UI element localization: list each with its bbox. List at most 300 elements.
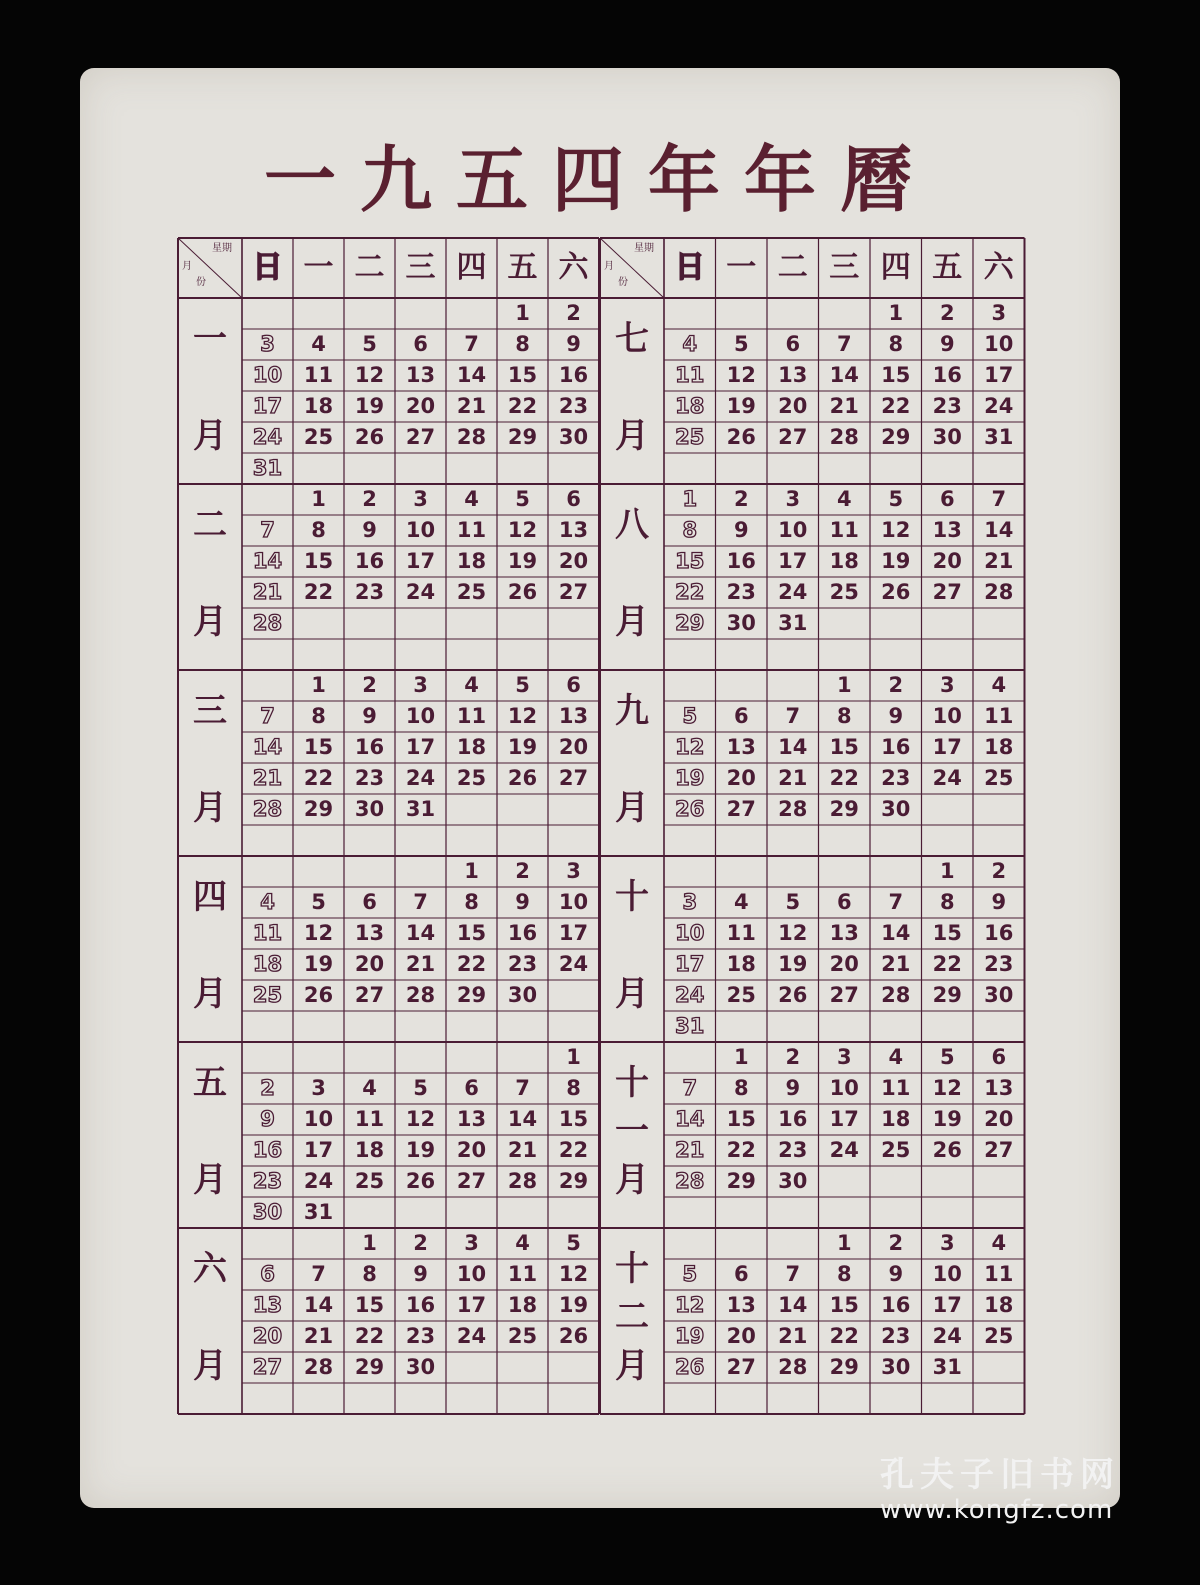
day-cell: 5 bbox=[733, 332, 749, 356]
day-cell: 19 bbox=[675, 766, 705, 790]
day-cell: 18 bbox=[881, 1107, 911, 1131]
day-cell: 2 bbox=[515, 859, 530, 883]
day-cell: 18 bbox=[984, 735, 1014, 759]
day-cell: 23 bbox=[881, 766, 911, 790]
month-label: 月 bbox=[193, 601, 227, 642]
day-cell: 24 bbox=[984, 394, 1014, 418]
day-cell: 26 bbox=[675, 797, 705, 821]
day-cell: 20 bbox=[558, 549, 589, 573]
day-cell: 29 bbox=[932, 983, 962, 1007]
day-cell: 31 bbox=[405, 797, 436, 821]
day-cell: 17 bbox=[984, 363, 1014, 387]
month-label: 月 bbox=[193, 1345, 227, 1386]
month-label: 十 bbox=[615, 876, 649, 917]
day-cell: 17 bbox=[932, 1293, 962, 1317]
day-cell: 22 bbox=[829, 1324, 859, 1348]
day-cell: 19 bbox=[354, 394, 385, 418]
day-cell: 23 bbox=[252, 1169, 283, 1193]
day-cell: 21 bbox=[252, 580, 283, 604]
day-cell: 8 bbox=[939, 890, 955, 914]
day-cell: 6 bbox=[785, 332, 801, 356]
month-label: 二 bbox=[615, 1297, 649, 1338]
day-cell: 12 bbox=[507, 518, 538, 542]
month-label: 一 bbox=[193, 318, 227, 359]
day-cell: 28 bbox=[303, 1355, 334, 1379]
weekday-header: 日 bbox=[674, 250, 705, 285]
day-cell: 26 bbox=[726, 425, 756, 449]
day-cell: 9 bbox=[939, 332, 955, 356]
day-cell: 9 bbox=[733, 518, 749, 542]
day-cell: 21 bbox=[778, 1324, 808, 1348]
day-cell: 15 bbox=[456, 921, 487, 945]
day-cell: 18 bbox=[303, 394, 334, 418]
day-cell: 25 bbox=[252, 983, 283, 1007]
day-cell: 13 bbox=[558, 704, 589, 728]
day-cell: 15 bbox=[829, 1293, 859, 1317]
day-cell: 26 bbox=[558, 1324, 589, 1348]
day-cell: 5 bbox=[515, 487, 530, 511]
day-cell: 11 bbox=[456, 518, 487, 542]
month-label: 八 bbox=[615, 504, 649, 545]
day-cell: 13 bbox=[726, 735, 756, 759]
day-cell: 17 bbox=[932, 735, 962, 759]
day-cell: 4 bbox=[682, 332, 698, 356]
day-cell: 4 bbox=[260, 890, 275, 914]
day-cell: 20 bbox=[778, 394, 808, 418]
day-cell: 28 bbox=[405, 983, 436, 1007]
day-cell: 27 bbox=[354, 983, 385, 1007]
day-cell: 19 bbox=[507, 735, 538, 759]
month-label: 九 bbox=[615, 690, 649, 731]
day-cell: 23 bbox=[726, 580, 756, 604]
day-cell: 16 bbox=[881, 1293, 911, 1317]
day-cell: 12 bbox=[778, 921, 808, 945]
day-cell: 23 bbox=[405, 1324, 436, 1348]
day-cell: 30 bbox=[507, 983, 538, 1007]
day-cell: 14 bbox=[456, 363, 487, 387]
day-cell: 29 bbox=[456, 983, 487, 1007]
day-cell: 17 bbox=[675, 952, 705, 976]
day-cell: 22 bbox=[829, 766, 859, 790]
day-cell: 10 bbox=[405, 518, 436, 542]
day-cell: 3 bbox=[464, 1231, 479, 1255]
day-cell: 25 bbox=[354, 1169, 385, 1193]
day-cell: 3 bbox=[413, 673, 428, 697]
day-cell: 10 bbox=[829, 1076, 859, 1100]
day-cell: 19 bbox=[507, 549, 538, 573]
day-cell: 11 bbox=[354, 1107, 385, 1131]
corner-month-label: 月 bbox=[182, 261, 192, 272]
day-cell: 8 bbox=[362, 1262, 377, 1286]
day-cell: 25 bbox=[881, 1138, 911, 1162]
day-cell: 3 bbox=[311, 1076, 326, 1100]
day-cell: 14 bbox=[881, 921, 911, 945]
day-cell: 23 bbox=[881, 1324, 911, 1348]
day-cell: 16 bbox=[252, 1138, 283, 1162]
day-cell: 14 bbox=[778, 1293, 808, 1317]
day-cell: 22 bbox=[354, 1324, 385, 1348]
day-cell: 22 bbox=[726, 1138, 756, 1162]
day-cell: 28 bbox=[984, 580, 1014, 604]
day-cell: 17 bbox=[405, 735, 436, 759]
day-cell: 6 bbox=[362, 890, 377, 914]
day-cell: 10 bbox=[405, 704, 436, 728]
day-cell: 1 bbox=[888, 301, 904, 325]
day-cell: 5 bbox=[515, 673, 530, 697]
day-cell: 31 bbox=[675, 1014, 705, 1038]
day-cell: 25 bbox=[726, 983, 756, 1007]
day-cell: 6 bbox=[939, 487, 955, 511]
day-cell: 21 bbox=[984, 549, 1014, 573]
day-cell: 14 bbox=[252, 549, 283, 573]
day-cell: 18 bbox=[726, 952, 756, 976]
day-cell: 2 bbox=[362, 673, 377, 697]
day-cell: 22 bbox=[456, 952, 487, 976]
day-cell: 15 bbox=[303, 549, 334, 573]
weekday-header: 三 bbox=[829, 250, 860, 285]
day-cell: 21 bbox=[405, 952, 436, 976]
day-cell: 19 bbox=[303, 952, 334, 976]
day-cell: 4 bbox=[311, 332, 326, 356]
month-label: 月 bbox=[193, 415, 227, 456]
day-cell: 13 bbox=[984, 1076, 1014, 1100]
day-cell: 13 bbox=[932, 518, 962, 542]
day-cell: 1 bbox=[682, 487, 698, 511]
day-cell: 3 bbox=[939, 1231, 955, 1255]
day-cell: 5 bbox=[566, 1231, 581, 1255]
day-cell: 16 bbox=[881, 735, 911, 759]
day-cell: 14 bbox=[507, 1107, 538, 1131]
day-cell: 15 bbox=[675, 549, 705, 573]
month-label: 三 bbox=[193, 690, 227, 731]
day-cell: 23 bbox=[984, 952, 1014, 976]
day-cell: 25 bbox=[984, 1324, 1014, 1348]
day-cell: 26 bbox=[507, 766, 538, 790]
day-cell: 27 bbox=[778, 425, 808, 449]
day-cell: 7 bbox=[785, 1262, 801, 1286]
day-cell: 13 bbox=[558, 518, 589, 542]
day-cell: 22 bbox=[507, 394, 538, 418]
day-cell: 16 bbox=[354, 549, 385, 573]
day-cell: 27 bbox=[932, 580, 962, 604]
day-cell: 30 bbox=[984, 983, 1014, 1007]
day-cell: 28 bbox=[778, 797, 808, 821]
day-cell: 9 bbox=[888, 704, 904, 728]
day-cell: 5 bbox=[311, 890, 326, 914]
day-cell: 20 bbox=[932, 549, 962, 573]
day-cell: 16 bbox=[507, 921, 538, 945]
day-cell: 10 bbox=[303, 1107, 334, 1131]
day-cell: 1 bbox=[362, 1231, 377, 1255]
day-cell: 8 bbox=[515, 332, 530, 356]
month-label: 月 bbox=[193, 1159, 227, 1200]
day-cell: 19 bbox=[558, 1293, 589, 1317]
day-cell: 24 bbox=[778, 580, 808, 604]
weekday-header: 六 bbox=[558, 250, 589, 285]
day-cell: 21 bbox=[881, 952, 911, 976]
day-cell: 9 bbox=[888, 1262, 904, 1286]
corner-fen-label: 份 bbox=[618, 277, 628, 288]
day-cell: 6 bbox=[464, 1076, 479, 1100]
day-cell: 13 bbox=[405, 363, 436, 387]
day-cell: 16 bbox=[558, 363, 589, 387]
day-cell: 15 bbox=[558, 1107, 589, 1131]
day-cell: 13 bbox=[252, 1293, 283, 1317]
day-cell: 18 bbox=[675, 394, 705, 418]
day-cell: 7 bbox=[888, 890, 904, 914]
day-cell: 4 bbox=[515, 1231, 530, 1255]
day-cell: 14 bbox=[829, 363, 859, 387]
day-cell: 6 bbox=[566, 673, 581, 697]
day-cell: 2 bbox=[888, 673, 904, 697]
day-cell: 1 bbox=[733, 1045, 749, 1069]
day-cell: 10 bbox=[558, 890, 589, 914]
day-cell: 3 bbox=[939, 673, 955, 697]
day-cell: 11 bbox=[507, 1262, 538, 1286]
day-cell: 7 bbox=[260, 704, 275, 728]
day-cell: 15 bbox=[303, 735, 334, 759]
day-cell: 20 bbox=[726, 766, 756, 790]
day-cell: 5 bbox=[785, 890, 801, 914]
day-cell: 22 bbox=[675, 580, 705, 604]
day-cell: 24 bbox=[829, 1138, 859, 1162]
day-cell: 4 bbox=[991, 673, 1007, 697]
day-cell: 16 bbox=[354, 735, 385, 759]
day-cell: 4 bbox=[362, 1076, 377, 1100]
day-cell: 10 bbox=[932, 1262, 962, 1286]
day-cell: 23 bbox=[558, 394, 589, 418]
day-cell: 9 bbox=[785, 1076, 801, 1100]
weekday-header: 四 bbox=[456, 250, 487, 285]
day-cell: 26 bbox=[881, 580, 911, 604]
day-cell: 1 bbox=[566, 1045, 581, 1069]
day-cell: 28 bbox=[252, 797, 283, 821]
day-cell: 16 bbox=[778, 1107, 808, 1131]
day-cell: 26 bbox=[932, 1138, 962, 1162]
day-cell: 9 bbox=[362, 704, 377, 728]
day-cell: 4 bbox=[733, 890, 749, 914]
weekday-header: 四 bbox=[880, 250, 911, 285]
weekday-header: 六 bbox=[983, 250, 1014, 285]
watermark-name: 孔夫子旧书网 bbox=[880, 1455, 1120, 1495]
weekday-header: 一 bbox=[726, 250, 757, 285]
month-label: 月 bbox=[615, 415, 649, 456]
day-cell: 21 bbox=[778, 766, 808, 790]
day-cell: 20 bbox=[829, 952, 859, 976]
day-cell: 10 bbox=[252, 363, 283, 387]
day-cell: 7 bbox=[991, 487, 1007, 511]
day-cell: 7 bbox=[464, 332, 479, 356]
day-cell: 8 bbox=[733, 1076, 749, 1100]
day-cell: 10 bbox=[932, 704, 962, 728]
day-cell: 26 bbox=[778, 983, 808, 1007]
day-cell: 20 bbox=[726, 1324, 756, 1348]
day-cell: 14 bbox=[984, 518, 1014, 542]
day-cell: 26 bbox=[354, 425, 385, 449]
month-label: 月 bbox=[615, 1345, 649, 1386]
day-cell: 8 bbox=[836, 704, 852, 728]
day-cell: 8 bbox=[566, 1076, 581, 1100]
day-cell: 25 bbox=[507, 1324, 538, 1348]
day-cell: 12 bbox=[303, 921, 334, 945]
day-cell: 31 bbox=[252, 456, 283, 480]
day-cell: 27 bbox=[558, 766, 589, 790]
day-cell: 24 bbox=[456, 1324, 487, 1348]
day-cell: 11 bbox=[829, 518, 859, 542]
day-cell: 30 bbox=[252, 1200, 283, 1224]
day-cell: 27 bbox=[984, 1138, 1014, 1162]
month-label: 六 bbox=[193, 1248, 227, 1289]
day-cell: 27 bbox=[726, 797, 756, 821]
day-cell: 26 bbox=[507, 580, 538, 604]
month-label: 一 bbox=[615, 1111, 649, 1152]
day-cell: 28 bbox=[507, 1169, 538, 1193]
day-cell: 7 bbox=[413, 890, 428, 914]
day-cell: 30 bbox=[932, 425, 962, 449]
weekday-header: 二 bbox=[354, 250, 385, 285]
day-cell: 25 bbox=[829, 580, 859, 604]
day-cell: 14 bbox=[778, 735, 808, 759]
corner-month-label: 月 bbox=[604, 261, 614, 272]
day-cell: 8 bbox=[836, 1262, 852, 1286]
day-cell: 11 bbox=[252, 921, 283, 945]
day-cell: 10 bbox=[456, 1262, 487, 1286]
weekday-header: 一 bbox=[303, 250, 334, 285]
day-cell: 6 bbox=[566, 487, 581, 511]
month-label: 四 bbox=[193, 876, 227, 917]
month-label: 月 bbox=[193, 973, 227, 1014]
day-cell: 9 bbox=[991, 890, 1007, 914]
day-cell: 18 bbox=[456, 549, 487, 573]
day-cell: 6 bbox=[733, 704, 749, 728]
day-cell: 3 bbox=[991, 301, 1007, 325]
day-cell: 17 bbox=[456, 1293, 487, 1317]
day-cell: 10 bbox=[778, 518, 808, 542]
day-cell: 9 bbox=[362, 518, 377, 542]
day-cell: 30 bbox=[354, 797, 385, 821]
day-cell: 19 bbox=[778, 952, 808, 976]
day-cell: 21 bbox=[303, 1324, 334, 1348]
day-cell: 17 bbox=[558, 921, 589, 945]
day-cell: 29 bbox=[303, 797, 334, 821]
day-cell: 11 bbox=[984, 1262, 1014, 1286]
weekday-header: 日 bbox=[252, 250, 283, 285]
day-cell: 1 bbox=[939, 859, 955, 883]
corner-weekday-label: 星期 bbox=[212, 243, 232, 254]
day-cell: 3 bbox=[785, 487, 801, 511]
day-cell: 11 bbox=[456, 704, 487, 728]
month-label: 七 bbox=[615, 318, 649, 359]
day-cell: 10 bbox=[675, 921, 705, 945]
day-cell: 20 bbox=[456, 1138, 487, 1162]
day-cell: 12 bbox=[881, 518, 911, 542]
day-cell: 25 bbox=[303, 425, 334, 449]
day-cell: 20 bbox=[354, 952, 385, 976]
day-cell: 29 bbox=[881, 425, 911, 449]
month-label: 月 bbox=[615, 1159, 649, 1200]
day-cell: 23 bbox=[778, 1138, 808, 1162]
day-cell: 13 bbox=[829, 921, 859, 945]
day-cell: 6 bbox=[836, 890, 852, 914]
day-cell: 11 bbox=[984, 704, 1014, 728]
day-cell: 15 bbox=[829, 735, 859, 759]
corner-fen-label: 份 bbox=[196, 277, 206, 288]
day-cell: 8 bbox=[464, 890, 479, 914]
day-cell: 18 bbox=[507, 1293, 538, 1317]
day-cell: 4 bbox=[836, 487, 852, 511]
day-cell: 30 bbox=[778, 1169, 808, 1193]
day-cell: 21 bbox=[252, 766, 283, 790]
day-cell: 18 bbox=[252, 952, 283, 976]
day-cell: 2 bbox=[991, 859, 1007, 883]
day-cell: 13 bbox=[778, 363, 808, 387]
day-cell: 1 bbox=[836, 673, 852, 697]
day-cell: 20 bbox=[405, 394, 436, 418]
day-cell: 2 bbox=[939, 301, 955, 325]
day-cell: 2 bbox=[362, 487, 377, 511]
day-cell: 22 bbox=[558, 1138, 589, 1162]
day-cell: 5 bbox=[362, 332, 377, 356]
day-cell: 4 bbox=[464, 673, 479, 697]
day-cell: 6 bbox=[733, 1262, 749, 1286]
day-cell: 14 bbox=[303, 1293, 334, 1317]
day-cell: 12 bbox=[507, 704, 538, 728]
day-cell: 15 bbox=[881, 363, 911, 387]
day-cell: 5 bbox=[682, 704, 698, 728]
day-cell: 15 bbox=[354, 1293, 385, 1317]
day-cell: 19 bbox=[726, 394, 756, 418]
day-cell: 18 bbox=[456, 735, 487, 759]
month-label: 月 bbox=[193, 787, 227, 828]
day-cell: 29 bbox=[829, 1355, 859, 1379]
day-cell: 31 bbox=[984, 425, 1014, 449]
day-cell: 19 bbox=[675, 1324, 705, 1348]
day-cell: 26 bbox=[303, 983, 334, 1007]
day-cell: 24 bbox=[675, 983, 705, 1007]
day-cell: 20 bbox=[984, 1107, 1014, 1131]
day-cell: 1 bbox=[515, 301, 530, 325]
day-cell: 22 bbox=[932, 952, 962, 976]
day-cell: 31 bbox=[303, 1200, 334, 1224]
day-cell: 12 bbox=[932, 1076, 962, 1100]
day-cell: 23 bbox=[932, 394, 962, 418]
day-cell: 20 bbox=[252, 1324, 283, 1348]
day-cell: 24 bbox=[405, 580, 436, 604]
day-cell: 8 bbox=[682, 518, 698, 542]
day-cell: 20 bbox=[558, 735, 589, 759]
day-cell: 18 bbox=[829, 549, 859, 573]
day-cell: 14 bbox=[405, 921, 436, 945]
day-cell: 1 bbox=[464, 859, 479, 883]
day-cell: 11 bbox=[303, 363, 334, 387]
day-cell: 26 bbox=[675, 1355, 705, 1379]
day-cell: 17 bbox=[405, 549, 436, 573]
day-cell: 12 bbox=[675, 1293, 705, 1317]
day-cell: 18 bbox=[984, 1293, 1014, 1317]
day-cell: 27 bbox=[405, 425, 436, 449]
day-cell: 3 bbox=[413, 487, 428, 511]
day-cell: 7 bbox=[260, 518, 275, 542]
day-cell: 15 bbox=[932, 921, 962, 945]
day-cell: 7 bbox=[311, 1262, 326, 1286]
day-cell: 2 bbox=[566, 301, 581, 325]
day-cell: 15 bbox=[507, 363, 538, 387]
day-cell: 24 bbox=[558, 952, 589, 976]
day-cell: 2 bbox=[733, 487, 749, 511]
weekday-header: 五 bbox=[932, 250, 963, 285]
day-cell: 22 bbox=[881, 394, 911, 418]
month-label: 十 bbox=[615, 1248, 649, 1289]
